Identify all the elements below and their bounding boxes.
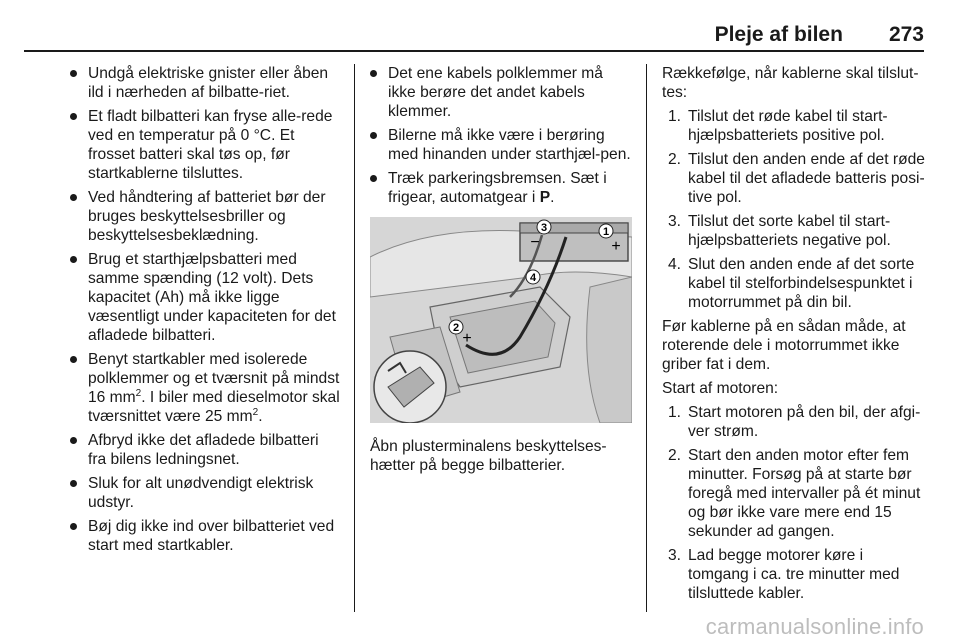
step-number: 1. <box>668 108 682 125</box>
step-number: 3. <box>668 213 682 230</box>
page-number: 273 <box>888 23 924 46</box>
list-item <box>668 403 926 441</box>
step-text: Lad begge motorer køre i tomgang i ca. tre minutter med tilsluttede kabler. <box>688 547 900 602</box>
gear-p-label: P <box>539 189 551 206</box>
start-heading: Start af motoren: <box>662 380 779 397</box>
item-text: . I biler med dieselmotor skal tværsnittet være 25 mm <box>88 389 340 425</box>
engine-bay-illustration <box>370 217 632 423</box>
item-text: . <box>550 189 555 206</box>
item-text: Benyt startkabler med isolerede polklemmer og et tværsnit på mindst 16 mm <box>88 351 340 406</box>
step-text: Start den anden motor efter fem minutter. Forsøg på at starte bør foregå med intervaller på ét minut og bør ikke vare mere end 15 sekunder ad gangen. <box>688 447 921 540</box>
step-number: 3. <box>668 547 682 564</box>
list-item: Det ene kabels polklemmer må ikke berøre det andet kabels klemmer. <box>370 64 632 121</box>
header-rule <box>24 50 924 52</box>
cable-routing-note: Før kablerne på en sådan måde, at roterende dele i motorrummet ikke griber fat i dem. <box>662 318 906 373</box>
list-item: Sluk for alt unødvendigt elektrisk udstyr. <box>70 474 340 512</box>
page-title: Pleje af bilen <box>714 23 843 46</box>
step-number: 1. <box>668 404 682 421</box>
callout-2: 2 <box>452 322 460 334</box>
list-item: Undgå elektriske gnister eller åben ild i nærheden af bilbatte-riet. <box>70 64 340 102</box>
column-divider-2 <box>646 64 647 612</box>
list-item <box>668 546 926 603</box>
sequence-intro: Rækkefølge, når kablerne skal tilslut-tes: <box>662 65 919 101</box>
column-1 <box>70 64 340 560</box>
figure-caption: Åbn plusterminalens beskyttelses-hætter på begge bilbatterier. <box>370 438 607 474</box>
page-header <box>715 22 924 62</box>
superscript: 2 <box>135 387 142 399</box>
step-text: Tilslut den anden ende af det røde kabel til det afladede batteris posi-tive pol. <box>688 151 925 206</box>
column-3 <box>662 64 926 608</box>
list-item: Bilerne må ikke være i berøring med hinanden under starthjæl-pen. <box>370 126 632 164</box>
engine-bay-drawing <box>370 217 632 423</box>
list-item <box>370 169 632 207</box>
callout-3: 3 <box>540 222 548 234</box>
list-item <box>668 212 926 250</box>
step-text: Tilslut det sorte kabel til start-hjælpsbatteriets negative pol. <box>688 213 891 249</box>
superscript: 2 <box>252 406 259 418</box>
list-item <box>668 107 926 145</box>
item-text: . <box>258 408 263 425</box>
minus-terminal-label: − <box>530 234 540 251</box>
item-text: Træk parkeringsbremsen. Sæt i frigear, automatgear i <box>388 170 607 206</box>
step-number: 4. <box>668 256 682 273</box>
start-steps <box>662 403 926 603</box>
step-number: 2. <box>668 151 682 168</box>
callout-4: 4 <box>529 272 537 284</box>
column-2 <box>370 64 632 480</box>
connection-steps <box>662 107 926 312</box>
list-item: Bøj dig ikke ind over bilbatteriet ved start med startkabler. <box>70 517 340 555</box>
list-item <box>668 150 926 207</box>
plus-terminal-label-2: + <box>462 330 472 347</box>
list-item <box>668 255 926 312</box>
column-divider-1 <box>354 64 355 612</box>
step-number: 2. <box>668 447 682 464</box>
step-text: Tilslut det røde kabel til start-hjælpsbatteriets positive pol. <box>688 108 888 144</box>
step-text: Start motoren på den bil, der afgi-ver strøm. <box>688 404 921 440</box>
watermark: carmanualsonline.info <box>705 614 924 639</box>
callout-1: 1 <box>602 226 610 238</box>
step-text: Slut den anden ende af det sorte kabel til stelforbindelsespunktet i motorrummet på din bil. <box>688 256 915 311</box>
bullet-list-1 <box>70 64 340 555</box>
list-item: Et fladt bilbatteri kan fryse alle-rede ved en temperatur på 0 °C. Et frosset batteri skal tøs op, før startkablerne tilsluttes. <box>70 107 340 183</box>
list-item: Ved håndtering af batteriet bør der bruges beskyttelsesbriller og beskyttelsesbeklædning. <box>70 188 340 245</box>
list-item: Brug et starthjælpsbatteri med samme spænding (12 volt). Dets kapacitet (Ah) må ikke ligge væsentligt under kapaciteten for det afladede bilbatteri. <box>70 250 340 345</box>
bullet-list-2 <box>370 64 632 207</box>
list-item <box>70 350 340 426</box>
plus-terminal-label: + <box>611 238 621 255</box>
list-item <box>668 446 926 541</box>
list-item: Afbryd ikke det afladede bilbatteri fra bilens ledningsnet. <box>70 431 340 469</box>
